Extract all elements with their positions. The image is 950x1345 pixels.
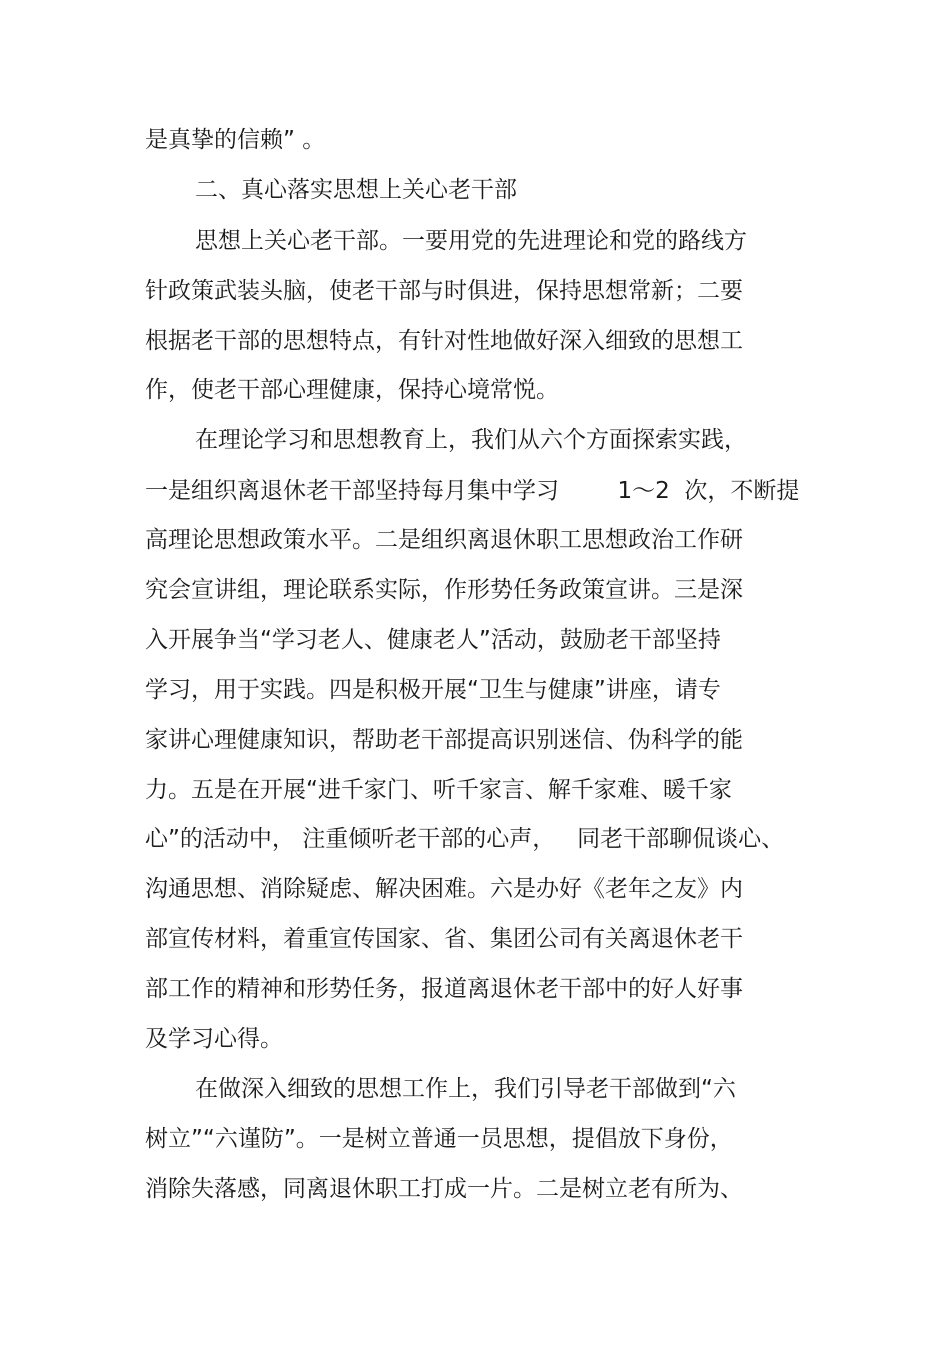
paragraph-line: 是真挚的信赖” 。 — [145, 127, 326, 153]
paragraph-line: 力。五是在开展“进千家门、听千家言、解千家难、暖千家 — [145, 777, 732, 803]
paragraph-line: 在理论学习和思想教育上，我们从六个方面探索实践， — [195, 427, 747, 453]
paragraph-line: 部宣传材料，着重宣传国家、省、集团公司有关离退休老干 — [145, 926, 743, 952]
paragraph-line: 一是组织离退休老干部坚持每月集中学习 1～2 次，不断提 — [145, 478, 800, 504]
paragraph-line: 作，使老干部心理健康，保持心境常悦。 — [145, 377, 559, 403]
paragraph-line: 及学习心得。 — [145, 1026, 283, 1052]
paragraph-line: 树立”“六谨防”。一是树立普通一员思想，提倡放下身份， — [145, 1126, 733, 1152]
paragraph-line: 在做深入细致的思想工作上，我们引导老干部做到“六 — [195, 1076, 736, 1102]
paragraph-line: 心”的活动中， 注重倾听老干部的心声， 同老干部聊侃谈心、 — [145, 826, 785, 852]
paragraph-line: 入开展争当“学习老人、健康老人”活动，鼓励老干部坚持 — [145, 627, 721, 653]
section-heading: 二、真心落实思想上关心老干部 — [195, 177, 517, 203]
paragraph-line: 学习，用于实践。四是积极开展“卫生与健康”讲座，请专 — [145, 677, 721, 703]
paragraph-line: 沟通思想、消除疑虑、解决困难。六是办好《老年之友》内 — [145, 876, 743, 902]
paragraph-line: 高理论思想政策水平。二是组织离退休职工思想政治工作研 — [145, 527, 743, 553]
paragraph-line: 究会宣讲组，理论联系实际，作形势任务政策宣讲。三是深 — [145, 577, 743, 603]
paragraph-line: 部工作的精神和形势任务，报道离退休老干部中的好人好事 — [145, 976, 743, 1002]
paragraph-line: 家讲心理健康知识，帮助老干部提高识别迷信、伪科学的能 — [145, 727, 743, 753]
paragraph-line: 针政策武装头脑，使老干部与时俱进，保持思想常新；二要 — [145, 278, 743, 304]
paragraph-line: 思想上关心老干部。一要用党的先进理论和党的路线方 — [195, 228, 747, 254]
paragraph-line: 消除失落感，同离退休职工打成一片。二是树立老有所为、 — [145, 1176, 743, 1202]
paragraph-line: 根据老干部的思想特点，有针对性地做好深入细致的思想工 — [145, 328, 743, 354]
